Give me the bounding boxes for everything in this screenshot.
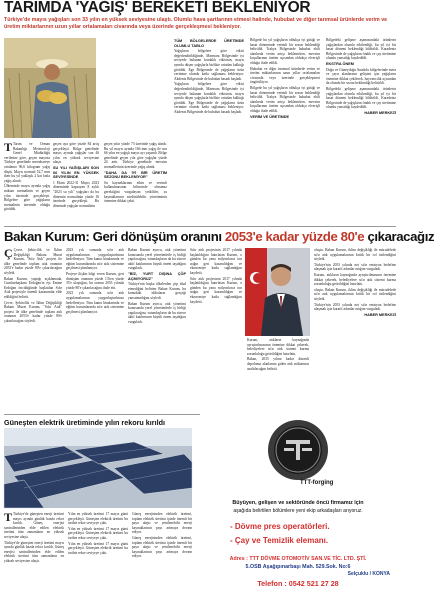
article2-signature: HABER MERKEZİ — [364, 312, 396, 317]
article3-col2: Yılın en yüksek üretimi 17 mayıs günü gerçekleşti. Güneşten elektrik üretimi bu tarihte rekor seviyeye çıktı. Yılın en yüksek üretimi 17 mayıs günü gerçekleşti. Güneşten elektrik üretimi bu tarihte rekor seviyeye çıktı. Yılın en yüksek üretimi 17 mayıs günü gerçekleşti. Güneşten elektrik üretimi bu tarihte rekor seviyeye çıktı. — [68, 512, 128, 555]
article2-col2: 2023 yılı sonunda sıfır atık uygulamalarının yaygınlaştırılması hedefleniyor. Tüm kamu binalarında ve eğitim kurumlarında sıfır atık sistemine geçilmesi planlanıyor. Projeye ilişkin bilgi veren Kurum, geri dönüşüm oranının yüzde 13'ten yüzde 35'e ulaştığını, bu oranın 2053 yılında yüzde 80'e çıkarılacağını ifade etti. 2023 yılı sonunda sıfır atık uygulamalarının yaygınlaştırılması hedefleniyor. Tüm kamu binalarında ve eğitim kurumlarında sıfır atık sistemine geçilmesi planlanıyor. — [66, 248, 124, 314]
minister-photo — [245, 248, 310, 336]
ad-tagline1: Büyüyen, gelişen ve sektöründe öncü firmamız için — [232, 500, 364, 506]
job-advertisement — [200, 412, 396, 590]
article1-headline: TARIMDA 'YAĞIŞ' BEREKETİ BEKLENİYOR — [4, 0, 311, 16]
article1-col1: T Tarım ve Orman Bakanlığı Meteoroloji Genel Müdürlüğü verilerine göre, geçen mayısta Türkiye genelinde metrekareye ortalama 96,6 kilogram yağış düştü. Mayıs normali 52,7 mm iken bu yıl yaklaşık 2 kat fazla yağış alındı. Ülkemizde mayıs ayında yağış miktarı normalinin ve geçen yılın üzerinde gerçekleşti. Bölgelere göre yağışların normalinin üzerinde olduğu görüldü. — [4, 140, 50, 212]
article2-col4: Sıfır atık projesinin 2017 yılında başlatıldığını hatırlatan Kurum, o günden bu yana milyonlarca ton atığın geri kazanıldığını ve ekonomiye katkı sağlandığını kaydetti. Sıfır atık projesinin 2017 yılında başlatıldığını hatırlatan Kurum, o günden bu yana milyonlarca ton atığın geri kazanıldığını ve ekonomiye katkı sağlandığını kaydetti. — [190, 248, 242, 304]
ad-tagline2: aşağıda belirtilen bölümlere yeni ekip arkadaşları arıyoruz. — [233, 508, 363, 514]
article1-col3: geçen yılın yüzde 73 üzerinde yağış alındı. Bu yıl mayıs ayında 166 mm yağış ile son 66 yılın en yağışlı mayıs ayı yaşandı. Bölge genelinde geçen yıla göre yağışlar yüzde 24 arttı. Türkiye genelinde mevsim normallerinin üzerinde yağış alındı. "DAHA DA İYİ BİR ÜRETİM SEZONU BEKLENİYOR" Su kaynaklarının etkin ve verimli kullanılmasının bilincinde olmamız gerektiğini vurgulayan yetkililer, su kaynaklarının sürdürülebilir yönetiminin önemine dikkat çekti. — [104, 142, 167, 204]
article1-signature: HABER MERKEZİ — [364, 110, 396, 115]
article1-col6: Bölgedeki gelişme aşamasındaki ürünlerin yağışlardan olumlu etkilendiği, bu yıl iyi bir hasat dönemi beklendiği bildirildi. Karadeniz Bölgesinde de yağışların fındık ve çay üretimine olumlu yansıdığı kaydedildi. EKSTRA ÖNEM Doğu ve Güneydoğu Anadolu bölgelerinde mera ve çayır alanlarının gelişimi için yağışların önemine dikkat çekilerek, hayvancılık açısından da olumlu bir sezon beklendiği belirtildi. Bölgedeki gelişme aşamasındaki ürünlerin yağışlardan olumlu etkilendiği, bu yıl iyi bir hasat dönemi beklendiği bildirildi. Karadeniz Bölgesinde de yağışların fındık ve çay üretimine olumlu yansıdığı kaydedildi. HABER MERKEZİ — [326, 38, 396, 115]
ad-phone: Telefon : 0542 521 27 28 — [257, 579, 339, 588]
ttt-logo-icon — [266, 418, 330, 482]
ad-address2: 5.OSB Aşağıpınarbaşı Mah. 529.Sok. No:6 — [245, 564, 351, 570]
article2-col3: Bakan Kurum ayrıca, atık yönetimi konusunda yerel yönetimlerle iş birliği yapılacağını, vatandaşların da bu sürece aktif katılımının büyük önem taşıdığını vurguladı. "BİZ, YURT DIŞINA ÇÖP AÇMIYORUZ" Türkiye'nin başka ülkelerden çöp ithal etmediğini belirten Bakan Kurum, bu konudaki iddiaların gerçeği yansıtmadığını söyledi. Bakan Kurum ayrıca, atık yönetimi konusunda yerel yönetimlerle iş birliği yapılacağını, vatandaşların da bu sürece aktif katılımının büyük önem taşıdığını vurguladı. — [128, 248, 186, 324]
article1-col5: Bölgede bu yıl yağışların oldukça iyi gittiği ve hasat döneminde verimli bir sezon beklendiği belirtildi. Trakya Bölgesinde hububat ekili alanlarda verim artışı beklenirken, mevsim koşullarının üretim açısından oldukça elverişli olduğu ifade edildi. Hububat ve diğer tarımsal ürünlerde verim ve üretim miktarlarının uzun yıllar ortalamaları civarında veya üzerinde gerçekleşmesi öngörülüyor. Bölgede bu yıl yağışların oldukça iyi gittiği ve hasat döneminde verimli bir sezon beklendiği belirtildi. Trakya Bölgesinde hububat ekili alanlarda verim artışı beklenirken, mevsim koşullarının üretim açısından oldukça elverişli olduğu ifade edildi. VERİM VE ÜRETİMDE — [250, 38, 320, 119]
article2-col1: Ç Çevre, Şehircilik ve İklim Değişikliği Bakanı Murat Kurum, "Sıfır Atık" projesi ile ülke genelinde toplam atık oranının 2053'e kadar yüzde 80'e çıkarılacağını söyledi. Bakan Kurum, yaptığı açıklamada, Cumhurbaşkanı Erdoğan'ın eşi Emine Erdoğan öncülüğünde başlatılan Sıfır Atık projesiyle önemli kazanımlar elde edildiğini belirtti. Çevre, Şehircilik ve İklim Değişikliği Bakanı Murat Kurum, "Sıfır Atık" projesi ile ülke genelinde toplam atık oranının 2053'e kadar yüzde 80'e çıkarılacağını söyledi. — [4, 246, 62, 323]
article1-col4: TÜM BÖLGELERDE ÜRETİMDE OLUMLU TABLO Yağışların bölgelere göre etkisi değerlendirildiğinde, Marmara Bölgesinde iyi seviyede bulunan kuraklık etkisinin, mayıs ayında düşen yağışlarla birlikte ortadan kalktığı görüldü. Ege Bölgesinde de yağışların ürün verimine olumlu katkı sağlaması bekleniyor. Akdeniz Bölgesinde de hububat hasadı başladı. Yağışların bölgelere göre etkisi değerlendirildiğinde, Marmara Bölgesinde iyi seviyede bulunan kuraklık etkisinin, mayıs ayında düşen yağışlarla birlikte ortadan kalktığı görüldü. Ege Bölgesinde de yağışların ürün verimine olumlu katkı sağlaması bekleniyor. Akdeniz Bölgesinde de hububat hasadı başladı. — [174, 39, 244, 114]
ad-address: Adres : TTT DÖVME OTOMOTİV SAN.VE TİC. LTD. ŞTİ. — [229, 556, 367, 562]
ad-item2: - Çay ve Temizlik elemanı. — [230, 536, 329, 545]
article1-col2: geçen aya göre yüzde 84 artış gerçekleşti. Bölge genelinde mayıs ayında yağışlar son 46 yılın en yüksek seviyesine ulaştı. SU YILI YAĞIŞLARI SON 66 YILIN EN YÜKSEK SEVİYESİNDE 1 Ekim 2022-31 Mayıs 2023 döneminde kapsayan 8 aylık "2023 su yılı" yağışları da bu dönemin normalinin yüzde 16 üzerinde gerçekleşti. Bu dönemde yağışlar normalinin — [53, 142, 99, 208]
farmer-photo — [4, 38, 96, 138]
article3-headline: Güneşten elektrik üretiminde yılın rekoru kırıldı — [4, 418, 165, 427]
article1-deck: Türkiye'de mayıs yağışları son 33 yılın en yüksek seviyesine ulaştı. Olumlu hava şartlarının etmesi halinde, hububat ve diğer tarımsal ürünlerde verim ve üretim miktarlarının uzun yıllar ortalamaları civarında veya üzerinde gerçekleşmesi bekleniyor. — [4, 17, 388, 30]
ad-city: Selçuklu / KONYA — [347, 571, 390, 577]
section-divider — [4, 226, 396, 227]
ad-logo-text: TTT-forging — [300, 480, 334, 486]
article2-headline: Bakan Kurum: Geri dönüşüm oranını 2053'e kadar yüzde 80'e çıkaracağız — [4, 229, 434, 244]
article2-col6: oluştu. Bakan Kurum, iklim değişikliği ile mücadelede sıfır atık uygulamalarının kritik bir rol üstlendiğini söyledi. Türkiye'nin 2053 yılında net sıfır emisyon hedefine ulaşmak için kararlı adımlar attığını vurguladı. Kurum, atıkların kaynağında ayrıştırılmasının önemine dikkat çekerek, belediyelere sıfır atık sistemi kurma zorunluluğu getirildiğini hatırlattı. oluştu. Bakan Kurum, iklim değişikliği ile mücadelede sıfır atık uygulamalarının kritik bir rol üstlendiğini söyledi. Türkiye'nin 2053 yılında net sıfır emisyon hedefine ulaşmak için kararlı adımlar attığını vurguladı. HABER MERKEZİ — [314, 248, 396, 317]
article2-col5: Kurum, atıkların kaynağında ayrıştırılmasının önemine dikkat çekerek, belediyelere sıfır atık sistemi kurma zorunluluğu getirildiğini hatırlattı. Bakan, 2035 yılına kadar düzenli depolama alanlarına giden atık miktarının azaltılacağını belirtti. — [247, 338, 309, 371]
article3-col1: T Türkiye'de güneşten enerji üretimi mayıs ayında günlük bazda rekor kırıldı. Güneş enerjisi santrallerinden elde edilen elektrik üretimi tüm zamanların en yüksek seviyesine ulaştı. Türkiye'de güneşten enerji üretimi mayıs ayında günlük bazda rekor kırıldı. Güneş enerjisi santrallerinden elde edilen elektrik üretimi tüm zamanların en yüksek seviyesine ulaştı. — [4, 510, 64, 563]
article3-col3: Güneş enerjisinden elektrik üretimi, toplam elektrik üretimi içinde önemli bir paya ulaştı ve yenilenebilir enerji kaynaklarının payı artmaya devam ediyor. Güneş enerjisinden elektrik üretimi, toplam elektrik üretimi içinde önemli bir paya ulaştı ve yenilenebilir enerji kaynaklarının payı artmaya devam ediyor. — [132, 512, 192, 559]
solar-panels-photo — [4, 428, 192, 508]
ad-item1: - Dövme pres operatörleri. — [230, 522, 330, 531]
